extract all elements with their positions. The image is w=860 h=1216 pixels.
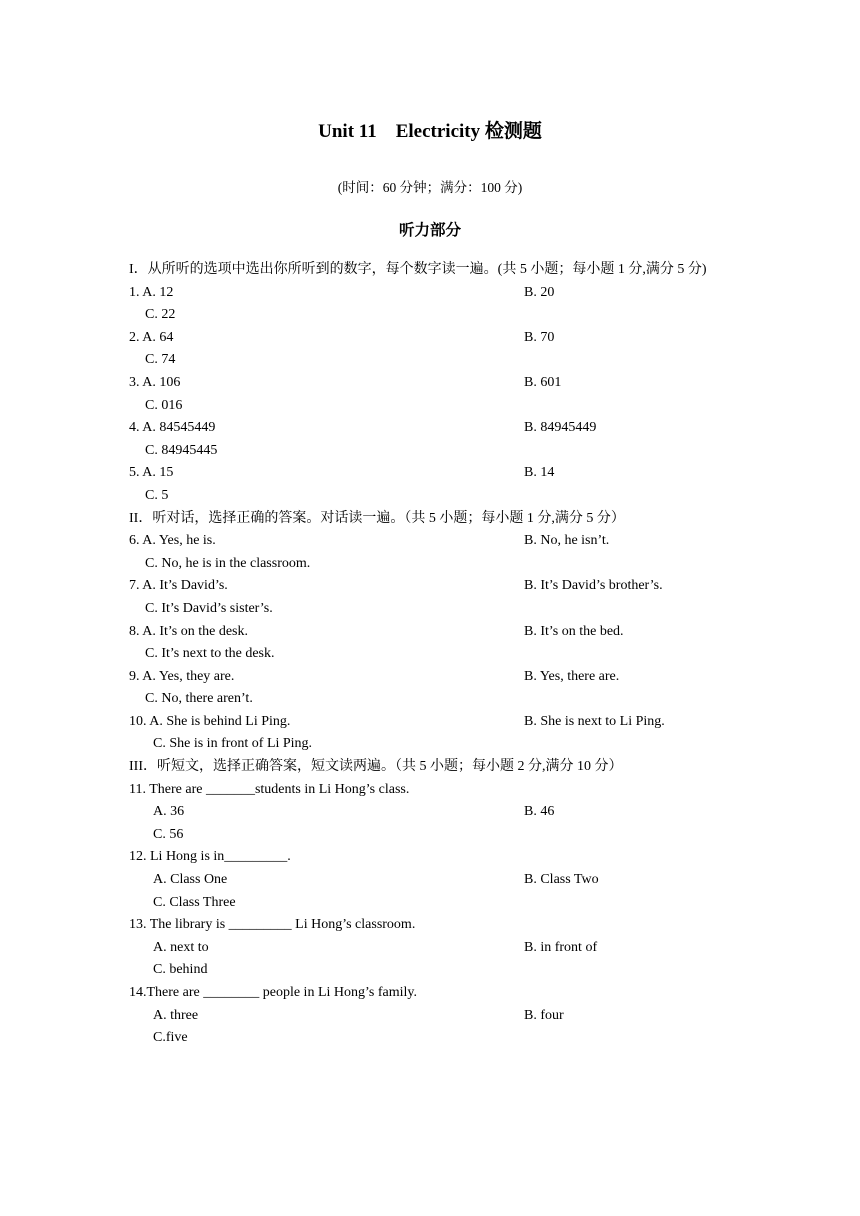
question-row [129, 711, 739, 734]
option-b: B. No, he isn’t. [524, 533, 610, 549]
option-a: 2. A. 64 [129, 329, 174, 345]
option-c: C. 74 [145, 352, 176, 368]
option-b: B. Class Two [524, 872, 599, 888]
option-b: B. 14 [524, 465, 555, 481]
option-c: C. She is in front of Li Ping. [153, 736, 313, 752]
option-b: B. 84945449 [524, 420, 597, 436]
option-c: C. No, he is in the classroom. [145, 555, 311, 571]
question-row [129, 462, 739, 485]
question-stem: 11. There are _______students in Li Hong’s class. [129, 781, 410, 797]
exam-info: (时间：60 分钟；满分：100 分) [337, 180, 523, 195]
option-c: C. 84945445 [145, 442, 218, 458]
option-a: 4. A. 84545449 [129, 420, 216, 436]
option-c: C. It’s next to the desk. [145, 646, 275, 662]
exam-body [129, 259, 739, 1050]
question-stem: 14.There are ________ people in Li Hong’s family. [129, 985, 417, 1000]
question-row [129, 801, 739, 824]
option-b: B. in front of [524, 939, 598, 955]
option-a: 7. A. It’s David’s. [129, 578, 228, 594]
option-b: B. 46 [524, 804, 555, 820]
option-c: C.five [153, 1030, 188, 1046]
page-title: Unit 11 Electricity 检测题 [318, 121, 542, 142]
option-a: A. Class One [153, 872, 228, 888]
question-row [129, 530, 739, 553]
option-c: C. 5 [145, 487, 169, 503]
option-c: C. It’s David’s sister’s. [145, 600, 273, 616]
option-a: 8. A. It’s on the desk. [129, 623, 248, 639]
question-row [129, 1005, 739, 1028]
part1-instruction: I．从所听的选项中选出你所听到的数字，每个数字读一遍。(共 5 小题；每小题 1 分,满分 5 分) [129, 262, 707, 277]
option-a: 10. A. She is behind Li Ping. [129, 713, 291, 729]
question-row [129, 575, 739, 598]
option-b: B. Yes, there are. [524, 668, 620, 684]
option-c: C. 56 [153, 826, 184, 842]
option-a: 6. A. Yes, he is. [129, 533, 216, 549]
question-stem: 12. Li Hong is in_________. [129, 849, 291, 865]
option-b: B. 601 [524, 374, 562, 390]
question-row [129, 937, 739, 960]
option-c: C. 22 [145, 307, 176, 323]
option-b: B. four [524, 1007, 564, 1023]
option-a: 9. A. Yes, they are. [129, 668, 235, 684]
part3-instruction: III．听短文，选择正确答案，短文读两遍。（共 5 小题；每小题 2 分,满分 10 分） [129, 759, 623, 775]
option-a: 5. A. 15 [129, 465, 174, 481]
option-b: B. She is next to Li Ping. [524, 713, 665, 729]
question-row [129, 621, 739, 644]
question-row [129, 666, 739, 689]
option-b: B. 20 [524, 284, 555, 300]
option-c: C. 016 [145, 397, 183, 413]
question-stem: 13. The library is _________ Li Hong’s classroom. [129, 917, 416, 933]
option-b: B. 70 [524, 329, 555, 345]
section-heading-listening: 听力部分 [398, 221, 461, 239]
option-a: A. 36 [153, 804, 185, 820]
option-c: C. No, there aren’t. [145, 691, 253, 707]
option-c: C. behind [153, 962, 208, 978]
question-row [129, 869, 739, 892]
option-a: A. next to [153, 939, 209, 955]
option-a: 1. A. 12 [129, 284, 174, 300]
question-row [129, 282, 739, 305]
question-row [129, 327, 739, 350]
question-row [129, 372, 739, 395]
question-row [129, 417, 739, 440]
option-b: B. It’s on the bed. [524, 623, 624, 639]
option-a: A. three [153, 1007, 199, 1023]
part2-instruction: II．听对话，选择正确的答案。对话读一遍。（共 5 小题；每小题 1 分,满分 5 分） [129, 510, 625, 526]
option-c: C. Class Three [153, 894, 236, 910]
option-b: B. It’s David’s brother’s. [524, 578, 663, 594]
option-a: 3. A. 106 [129, 374, 181, 390]
